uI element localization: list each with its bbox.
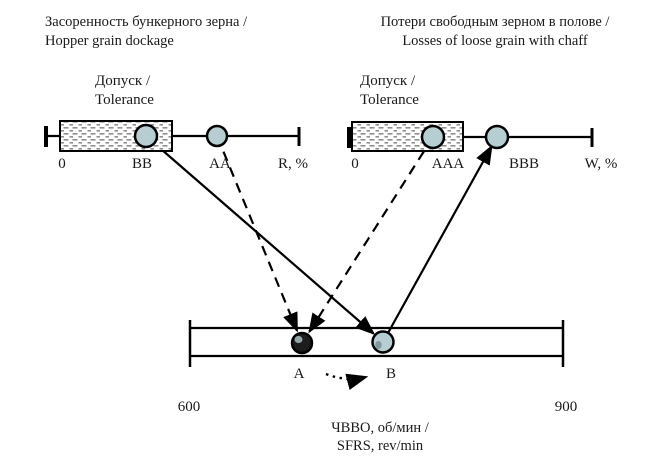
left-chart-title-ru: Засоренность бункерного зерна / (45, 14, 248, 30)
right-tolerance-zone (352, 122, 463, 151)
right-chart-title-ru: Потери свободным зерном в полове / (380, 14, 610, 30)
left-tolerance-label-en: Tolerance (95, 92, 154, 108)
speed-axis-caption-en: SFRS, rev/min (336, 438, 424, 454)
right-tolerance-label-ru: Допуск / (360, 73, 416, 89)
point-b-label: B (385, 366, 397, 382)
marker-bbb (486, 126, 508, 148)
speed-max-label: 900 (554, 399, 578, 415)
line-bb-to-b (146, 136, 374, 334)
point-a-label: A (293, 366, 305, 382)
marker-b (373, 332, 394, 353)
line-aaa-to-a (310, 137, 434, 332)
left-chart-title-en: Hopper grain dockage (45, 33, 174, 49)
marker-a (292, 333, 312, 353)
marker-bb (135, 125, 157, 147)
left-axis-bb-label: BB (131, 156, 153, 172)
speed-axis-caption-ru: ЧВВО, об/мин / (331, 420, 429, 436)
line-b-to-bbb (383, 147, 492, 343)
left-tolerance-label-ru: Допуск / (95, 73, 151, 89)
left-axis-aa-label: AA (209, 156, 231, 172)
speed-min-label: 600 (177, 399, 201, 415)
right-chart-title-en: Losses of loose grain with chaff (402, 33, 588, 49)
right-axis-origin: 0 (351, 156, 359, 172)
left-axis-unit-label: R, % (278, 156, 308, 172)
right-axis-aaa-label: AAA (431, 156, 465, 172)
right-axis-bbb-label: BBB (508, 156, 540, 172)
right-axis-unit-label: W, % (584, 156, 618, 172)
left-axis-origin: 0 (58, 156, 66, 172)
shift-arrow (326, 374, 366, 379)
marker-aa (207, 126, 227, 146)
marker-aaa (422, 126, 444, 148)
right-tolerance-label-en: Tolerance (360, 92, 419, 108)
